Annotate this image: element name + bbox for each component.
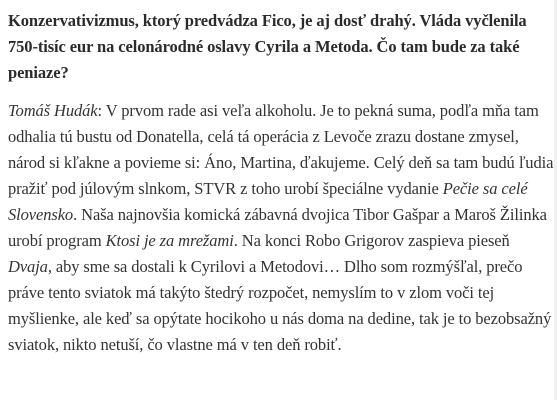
interview-answer bbox=[8, 98, 554, 358]
show-title-ktosi: Ktosi je za mrežami bbox=[105, 231, 234, 250]
answer-text-part2: . Naša najnovšia komická zábavná dvojica Tibor Gašpar a Maroš Žilinka urobí program bbox=[8, 205, 547, 250]
answer-text-part4: , aby sme sa dostali k Cyrilovi a Metodovi… Dlho som rozmýšľal, prečo práve tento sviatok má takýto štedrý rozpočet, nemyslím to v zlom voči tej myšlienke, ale keď sa opýtate hocikoho u nás doma na dedine, tak je to bezobsažný sviatok, nikto netuší, čo vlastne má v ten deň robiť. bbox=[8, 257, 552, 354]
speaker-separator: : bbox=[97, 101, 106, 120]
interview-article bbox=[8, 0, 554, 358]
show-title-pecie-sa: Pečie sa celé Slovensko bbox=[8, 179, 528, 224]
answer-text-part1: V prvom rade asi veľa alkoholu. Je to pekná suma, podľa mňa tam odhalia tú bustu od Donatella, celá tá operácia z Levoče zrazu dostane zmysel, národ si kľakne a povieme si: Áno, Martina, ďakujeme. Celý deň sa tam budú ľudia pražiť pod júlovým slnkom, STVR z toho urobí špeciálne vydanie bbox=[8, 101, 554, 198]
song-title-dvaja: Dvaja bbox=[8, 257, 48, 276]
speaker-name: Tomáš Hudák bbox=[8, 101, 98, 120]
answer-text-part3: . Na konci Robo Grigorov zaspieva pieseň bbox=[233, 231, 510, 250]
interview-question: Konzervativizmus, ktorý predvádza Fico, je aj dosť drahý. Vláda vyčlenila 750-tisíc eur na celonárodné oslavy Cyrila a Metoda. Čo tam bude za také peniaze? bbox=[8, 11, 527, 82]
